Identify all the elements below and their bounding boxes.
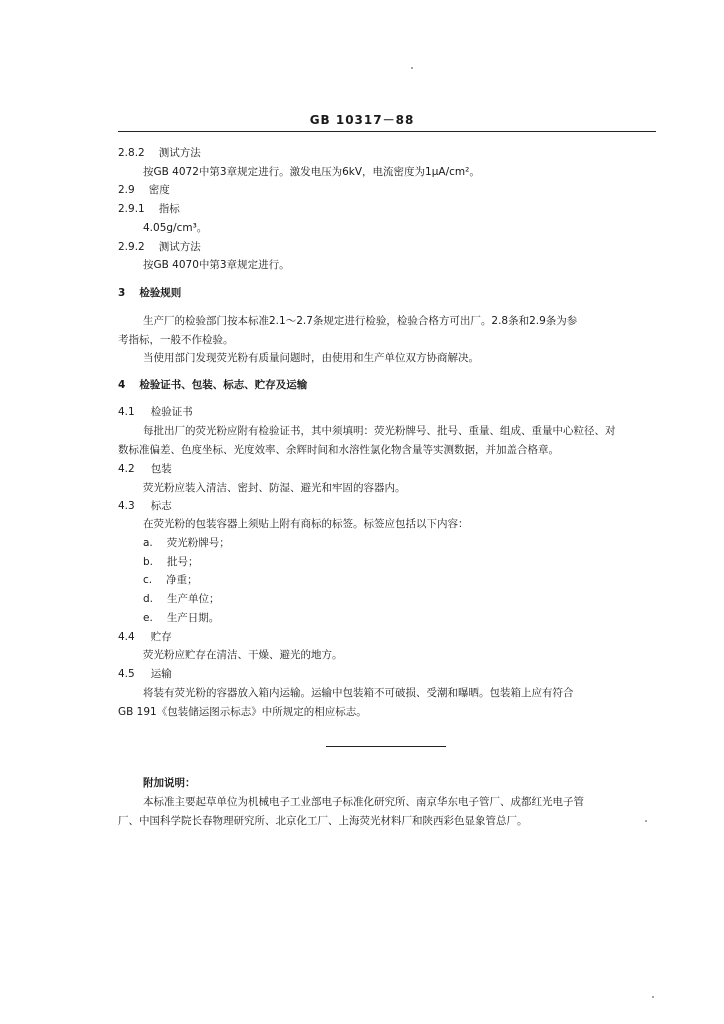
item-mark: e. — [143, 612, 153, 624]
clause-4-5-body-line-1: 将装有荧光粉的容器放入箱内运输。运输中包装箱不可破损、受潮和曝晒。包装箱上应有符合 — [143, 687, 574, 699]
section-3-paragraph-1-line-1: 生产厂的检验部门按本标准2.1～2.7条规定进行检验，检验合格方可出厂。2.8条和2.9条为参 — [143, 315, 578, 327]
end-separator-rule — [326, 746, 446, 747]
clause-title: 指标 — [158, 203, 180, 215]
clause-4-2-heading — [118, 462, 172, 476]
clause-number: 2.8.2 — [118, 147, 145, 159]
clause-2-8-2-body: 按GB 4072中第3章规定进行。激发电压为6kV，电流密度为1μA/cm²。 — [143, 166, 480, 178]
item-text: 生产日期。 — [166, 612, 220, 624]
clause-4-5-heading — [118, 667, 172, 681]
item-mark: a. — [143, 537, 153, 549]
clause-title: 标志 — [150, 500, 172, 512]
standard-code: GB 10317－88 — [309, 113, 415, 127]
clause-2-9-1-body: 4.05g/cm³。 — [143, 222, 208, 234]
appendix-line-2: 厂、中国科学院长春物理研究所、北京化工厂、上海荧光材料厂和陕西彩色显象管总厂。 — [118, 815, 528, 827]
clause-title: 测试方法 — [158, 147, 201, 159]
scan-speck — [645, 820, 647, 822]
item-text: 荧光粉牌号； — [166, 537, 230, 549]
section-3-paragraph-1-line-2: 考指标，一般不作检验。 — [118, 334, 234, 346]
label-item-d — [143, 592, 220, 606]
appendix-title: 附加说明： — [143, 777, 196, 789]
item-mark: d. — [143, 593, 154, 605]
scan-speck — [411, 67, 413, 69]
section-number: 3 — [118, 287, 126, 299]
label-item-c — [143, 573, 198, 587]
clause-title: 包装 — [150, 463, 172, 475]
clause-4-4-heading — [118, 630, 172, 644]
section-title: 检验规则 — [139, 287, 182, 299]
clause-number: 2.9.2 — [118, 241, 145, 253]
clause-4-1-body-line-2: 数标准偏差、色度坐标、光度效率、余辉时间和水溶性氯化物含量等实测数据，并加盖合格章。 — [118, 444, 559, 456]
clause-4-1-heading — [118, 405, 193, 419]
clause-title: 密度 — [148, 184, 170, 196]
clause-number: 4.1 — [118, 406, 135, 418]
clause-4-1-body-line-1: 每批出厂的荧光粉应附有检验证书，其中须填明：荧光粉牌号、批号、重量、组成、重量中心粒径、对 — [143, 425, 616, 437]
item-text: 生产单位； — [167, 593, 220, 605]
clause-2-9-2-body: 按GB 4070中第3章规定进行。 — [143, 259, 290, 271]
clause-title: 运输 — [150, 668, 172, 680]
item-mark: c. — [143, 574, 153, 586]
clause-title: 测试方法 — [158, 241, 201, 253]
clause-4-3-body: 在荧光粉的包装容器上须贴上附有商标的标签。标签应包括以下内容： — [143, 518, 469, 530]
section-3-heading — [118, 286, 181, 300]
clause-2-8-2-heading — [118, 146, 201, 160]
clause-4-4-body: 荧光粉应贮存在清洁、干燥、避光的地方。 — [143, 649, 343, 661]
clause-4-3-heading — [118, 499, 172, 513]
clause-4-2-body: 荧光粉应装入清洁、密封、防湿、避光和牢固的容器内。 — [143, 482, 406, 494]
clause-number: 4.3 — [118, 500, 135, 512]
section-3-paragraph-2: 当使用部门发现荧光粉有质量问题时，由使用和生产单位双方协商解决。 — [143, 352, 479, 364]
clause-number: 4.5 — [118, 668, 135, 680]
item-text: 净重； — [166, 574, 198, 586]
scan-speck — [652, 996, 654, 998]
clause-4-5-body-line-2: GB 191《包装储运图示标志》中所规定的相应标志。 — [118, 706, 367, 718]
clause-number: 2.9.1 — [118, 203, 145, 215]
clause-number: 4.4 — [118, 631, 135, 643]
label-item-b — [143, 555, 199, 569]
label-item-e — [143, 611, 219, 625]
section-title: 检验证书、包装、标志、贮存及运输 — [139, 379, 308, 391]
clause-number: 2.9 — [118, 184, 135, 196]
clause-title: 贮存 — [150, 631, 172, 643]
appendix-line-1: 本标准主要起草单位为机械电子工业部电子标准化研究所、南京华东电子管厂、成都红光电子管 — [143, 796, 584, 808]
label-item-a — [143, 536, 230, 550]
clause-2-9-2-heading — [118, 240, 201, 254]
clause-title: 检验证书 — [150, 406, 193, 418]
clause-2-9-1-heading — [118, 202, 180, 216]
item-text: 批号； — [167, 556, 199, 568]
clause-2-9-heading — [118, 183, 170, 197]
clause-number: 4.2 — [118, 463, 135, 475]
section-4-heading — [118, 378, 307, 392]
item-mark: b. — [143, 556, 154, 568]
section-number: 4 — [118, 379, 126, 391]
header-rule — [118, 131, 656, 132]
